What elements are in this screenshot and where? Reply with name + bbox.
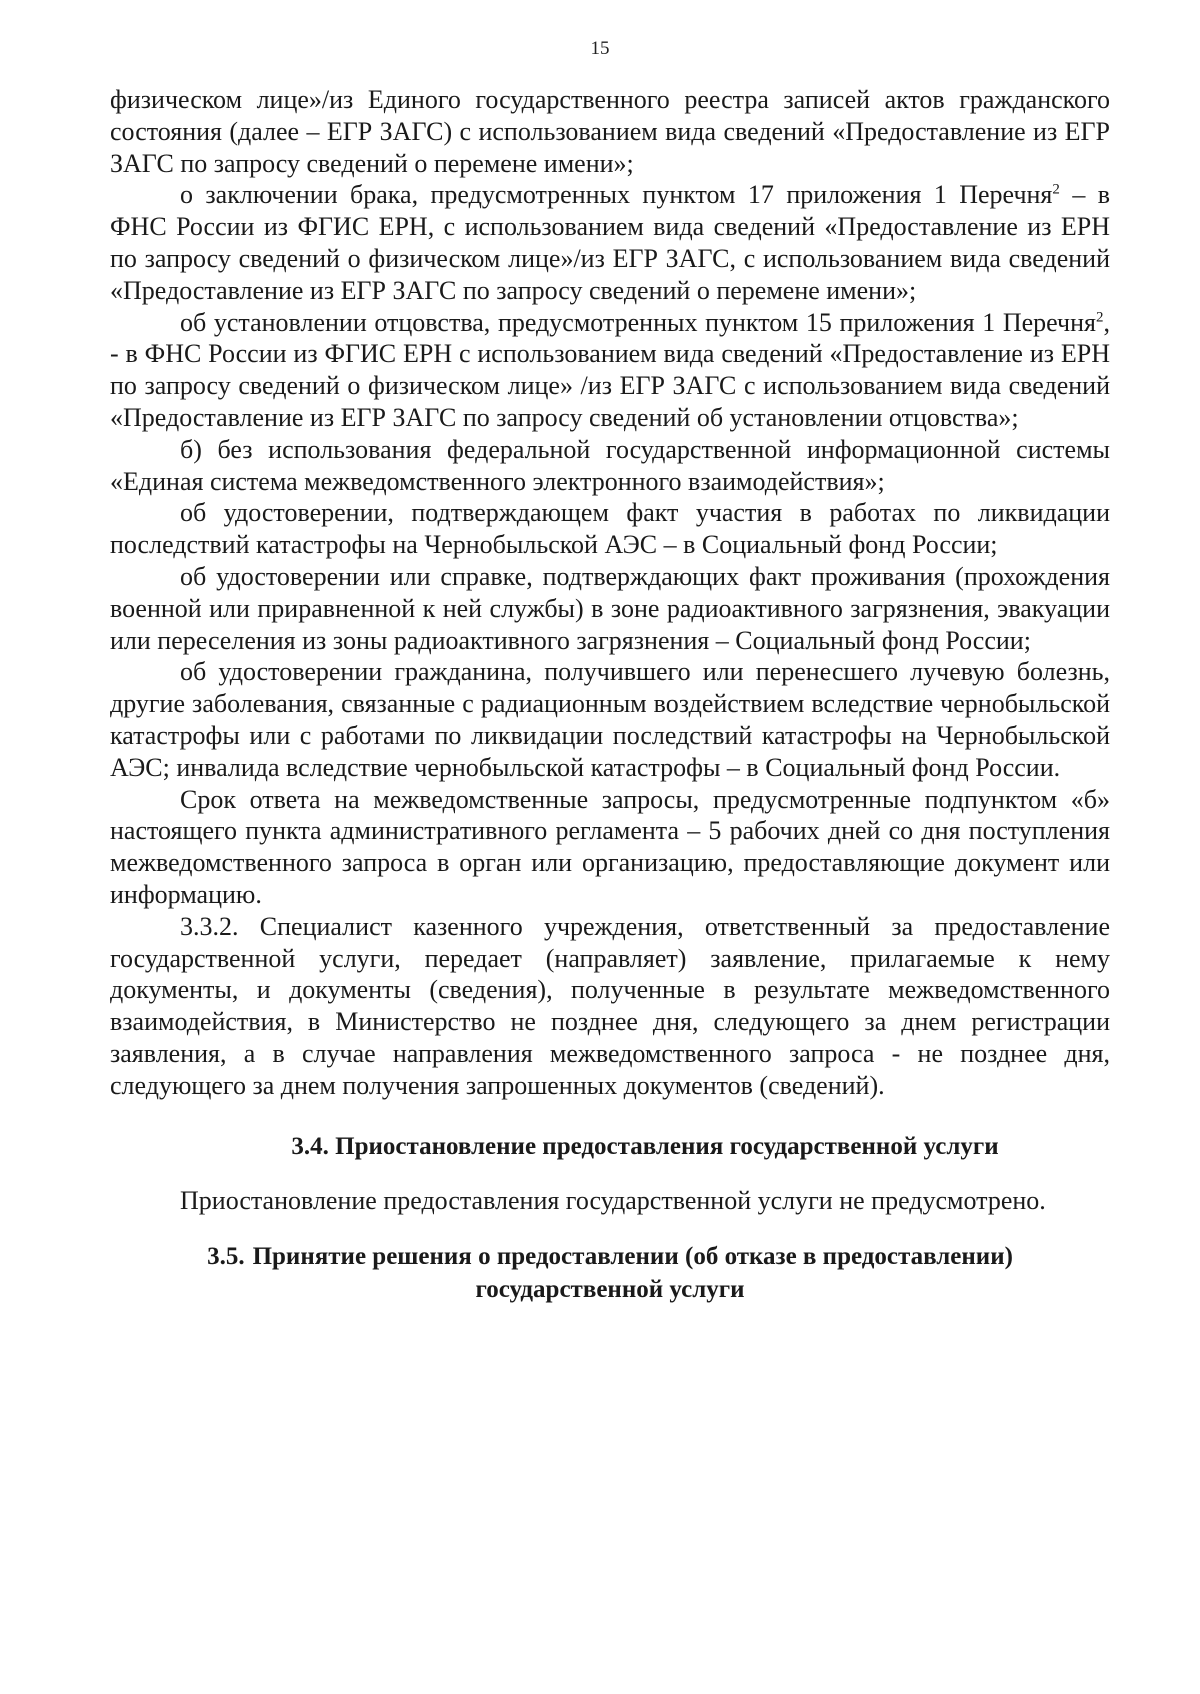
paragraph-chernobyl-participation bbox=[110, 497, 1110, 561]
document-body bbox=[110, 84, 1110, 1306]
paragraph-1 bbox=[110, 84, 1110, 179]
paragraph-response-deadline bbox=[110, 784, 1110, 911]
paragraph-3-3-2 bbox=[110, 911, 1110, 1102]
paragraph-text: – в ФНС России из ФГИС ЕРН, с использованием вида сведений «Предоставление из ЕРН по запросу сведений о физическом лице»/из ЕГР ЗАГС, с использованием вида сведений «Предоставление из ЕГР ЗАГС по запросу сведений о перемене имени»; bbox=[110, 180, 1111, 305]
paragraph-b-without-smev bbox=[110, 434, 1110, 498]
paragraph-text: 3.3.2. Специалист казенного учреждения, ответственный за предоставление государственной услуги, передает (направляет) заявление, прилагаемые к нему документы, и документы (сведения), полученные в результате межведомственного взаимодействия, в Министерство не позднее дня, следующего за днем регистрации заявления, а в случае направления межведомственного запроса - не позднее дня, следующего за днем получения запрошенных документов (сведений). bbox=[110, 911, 1110, 1100]
section-heading-3-4: 3.4. Приостановление предоставления государственной услуги bbox=[291, 1132, 999, 1160]
section-number: 3.5. bbox=[207, 1243, 245, 1271]
section-title-line-1: Принятие решения о предоставлении (об отказе в предоставлении) bbox=[252, 1243, 1013, 1271]
section-title-line-2: государственной услуги bbox=[475, 1276, 745, 1304]
paragraph-marriage bbox=[110, 179, 1110, 306]
footnote-ref: 2 bbox=[1096, 308, 1104, 325]
paragraph-text: об удостоверении, подтверждающем факт участия в работах по ликвидации последствий катастрофы на Чернобыльской АЭС – в Социальный фонд России; bbox=[110, 498, 1110, 560]
paragraph-suspension bbox=[110, 1185, 1110, 1217]
paragraph-radiation-sickness bbox=[110, 656, 1110, 783]
paragraph-text: об удостоверении или справке, подтверждающих факт проживания (прохождения военной или приравненной к ней службы) в зоне радиоактивного загрязнения, эвакуации или переселения из зоны радиоактивного загрязнения – Социальный фонд России; bbox=[110, 561, 1110, 655]
paragraph-text: об установлении отцовства, предусмотренных пунктом 15 приложения 1 Перечня bbox=[180, 307, 1096, 337]
section-heading-3-5 bbox=[110, 1240, 1110, 1306]
paragraph-residence-certificate bbox=[110, 561, 1110, 656]
page-number: 15 bbox=[590, 38, 610, 59]
paragraph-text: физическом лице»/из Единого государственного реестра записей актов гражданского состояния (далее – ЕГР ЗАГС) с использованием вида сведений «Предоставление из ЕГР ЗАГС по запросу сведений о перемене имени»; bbox=[110, 85, 1110, 178]
paragraph-text: б) без использования федеральной государственной информационной системы «Единая система межведомственного электронного взаимодействия»; bbox=[110, 434, 1110, 496]
footnote-ref: 2 bbox=[1052, 181, 1060, 198]
paragraph-text: о заключении брака, предусмотренных пунктом 17 приложения 1 Перечня bbox=[180, 180, 1053, 210]
paragraph-text: , - в ФНС России из ФГИС ЕРН с использованием вида сведений «Предоставление из ЕРН по запросу сведений о физическом лице» /из ЕГР ЗАГС с использованием вида сведений «Предоставление из ЕГР ЗАГС по запросу сведений об установлении отцовства»; bbox=[110, 307, 1110, 432]
paragraph-paternity bbox=[110, 307, 1110, 434]
paragraph-text: Приостановление предоставления государственной услуги не предусмотрено. bbox=[180, 1185, 1046, 1215]
paragraph-text: об удостоверении гражданина, получившего или перенесшего лучевую болезнь, другие заболевания, связанные с радиационным воздействием вследствие чернобыльской катастрофы или с работами по ликвидации последствий катастрофы на Чернобыльской АЭС; инвалида вследствие чернобыльской катастрофы – в Социальный фонд России. bbox=[110, 657, 1110, 782]
paragraph-text: Срок ответа на межведомственные запросы, предусмотренные подпунктом «б» настоящего пункта административного регламента – 5 рабочих дней со дня поступления межведомственного запроса в орган или организацию, предоставляющие документ или информацию. bbox=[110, 784, 1110, 909]
